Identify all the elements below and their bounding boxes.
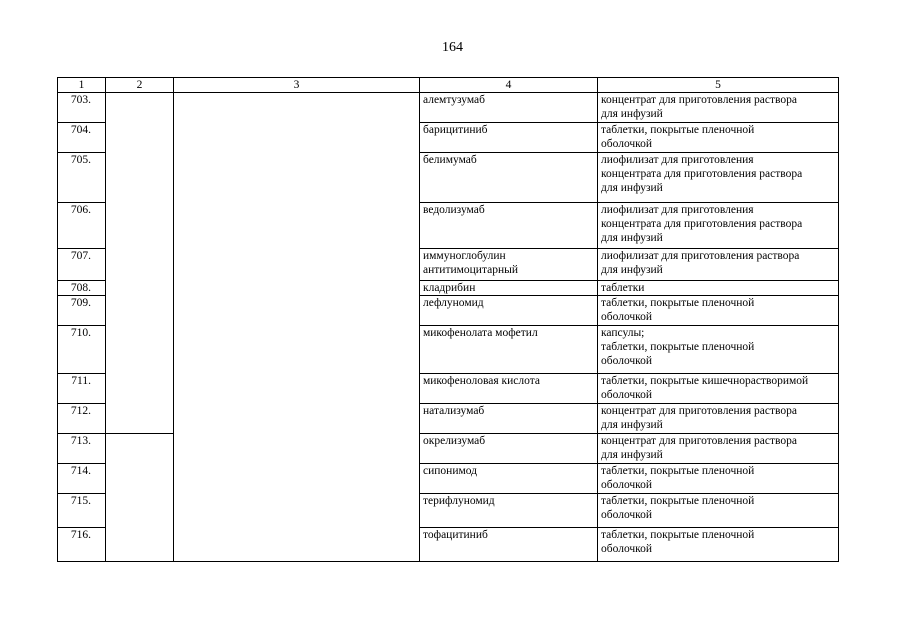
header-col-4: 4 [420,78,598,93]
drug-name: белимумаб [420,153,598,203]
dosage-form: таблетки [598,281,839,296]
drug-name: терифлуномид [420,494,598,528]
dosage-form: таблетки, покрытые пленочной оболочкой [598,464,839,494]
dosage-form: таблетки, покрытые кишечнорастворимой оболочкой [598,374,839,404]
drug-name: лефлуномид [420,296,598,326]
header-col-3: 3 [174,78,420,93]
drug-table [57,77,839,562]
row-number: 711. [58,374,106,404]
dosage-form: лиофилизат для приготовления концентрата для приготовления раствора для инфузий [598,203,839,249]
group-name-cell [174,93,420,562]
drug-name: алемтузумаб [420,93,598,123]
row-number: 709. [58,296,106,326]
drug-name: барицитиниб [420,123,598,153]
dosage-form: концентрат для приготовления раствора для инфузий [598,93,839,123]
row-number: 703. [58,93,106,123]
drug-name: натализумаб [420,404,598,434]
drug-name: сипонимод [420,464,598,494]
page-number: 164 [442,40,463,55]
dosage-form: таблетки, покрытые пленочной оболочкой [598,494,839,528]
table-header-row [58,78,839,93]
dosage-form: таблетки, покрытые пленочной оболочкой [598,296,839,326]
row-number: 708. [58,281,106,296]
table-row [58,93,839,123]
row-number: 705. [58,153,106,203]
row-number: 706. [58,203,106,249]
drug-name: окрелизумаб [420,434,598,464]
group-code-cell [106,93,174,434]
row-number: 713. [58,434,106,464]
dosage-form: концентрат для приготовления раствора для инфузий [598,434,839,464]
dosage-form: концентрат для приготовления раствора для инфузий [598,404,839,434]
row-number: 716. [58,528,106,562]
group-code-cell [106,434,174,562]
drug-name: иммуноглобулин антитимоцитарный [420,249,598,281]
drug-name: тофацитиниб [420,528,598,562]
drug-name: кладрибин [420,281,598,296]
dosage-form: лиофилизат для приготовления концентрата для приготовления раствора для инфузий [598,153,839,203]
drug-name: микофеноловая кислота [420,374,598,404]
dosage-form: лиофилизат для приготовления раствора для инфузий [598,249,839,281]
header-col-5: 5 [598,78,839,93]
row-number: 707. [58,249,106,281]
header-col-1: 1 [58,78,106,93]
header-col-2: 2 [106,78,174,93]
row-number: 704. [58,123,106,153]
dosage-form: таблетки, покрытые пленочной оболочкой [598,528,839,562]
row-number: 710. [58,326,106,374]
dosage-form: таблетки, покрытые пленочной оболочкой [598,123,839,153]
dosage-form: капсулы; таблетки, покрытые пленочной оболочкой [598,326,839,374]
drug-name: ведолизумаб [420,203,598,249]
row-number: 712. [58,404,106,434]
row-number: 715. [58,494,106,528]
drug-name: микофенолата мофетил [420,326,598,374]
row-number: 714. [58,464,106,494]
